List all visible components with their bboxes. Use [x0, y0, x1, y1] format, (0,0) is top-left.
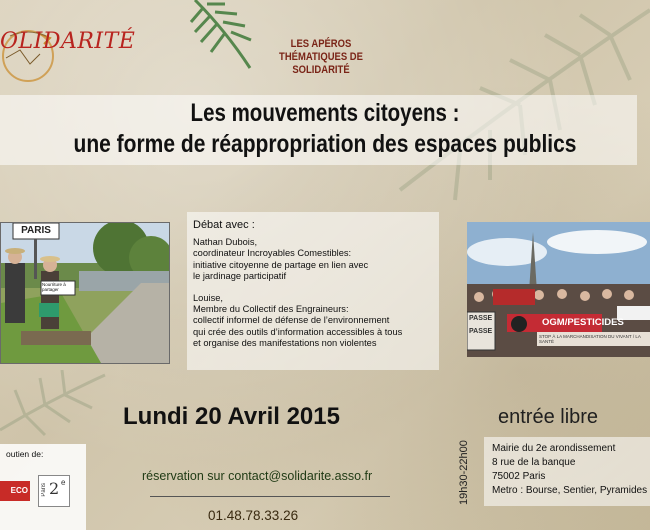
photo-planters-scene: [1, 223, 169, 363]
palm-leaf-decoration: [185, 0, 265, 70]
address-line3: 75002 Paris: [492, 471, 546, 482]
page-title-line2: une forme de réappropriation des espaces publics: [73, 130, 577, 158]
speaker2-desc-1: collectif informel de défense de l’environnement: [193, 315, 390, 326]
speaker1-desc-1: initiative citoyenne de partage en lien avec: [193, 259, 369, 270]
debate-text: [193, 220, 439, 349]
phone-number: 01.48.78.33.26: [208, 508, 299, 523]
speaker1-desc-2: le jardinage participatif: [193, 270, 287, 281]
series-title-line1: LES APÉROS: [290, 38, 352, 50]
paris-2e-logo-side: Paris: [41, 483, 47, 497]
event-hours: 19h30-22h00: [458, 440, 470, 505]
banner-passe-1: PASSE: [469, 315, 493, 322]
paris-2e-logo-number: 2: [49, 479, 60, 498]
entry-info: entrée libre: [498, 406, 599, 428]
palm-leaf-decoration: [0, 370, 110, 440]
banner-ogm: OGM/PESTICIDES: [542, 317, 624, 328]
speaker2-role: Membre du Collectif des Engraineurs:: [193, 304, 349, 315]
divider: [150, 496, 390, 497]
address-line4: Metro : Bourse, Sentier, Pyramides: [492, 485, 648, 496]
photo-planters: [0, 222, 170, 364]
series-title-line2: THÉMATIQUES DE: [279, 51, 363, 63]
reservation-info: réservation sur contact@solidarite.asso.fr: [142, 469, 373, 483]
photo-demonstration: [467, 222, 650, 357]
address: [492, 442, 647, 498]
support-label: outien de:: [6, 449, 44, 459]
eco-logo: ECO: [0, 481, 30, 501]
banner-passe-2: PASSE: [469, 328, 493, 335]
speaker1-name: Nathan Dubois,: [193, 237, 258, 248]
speaker2-name: Louise,: [193, 293, 223, 304]
logo-text: OLIDARITÉ: [0, 29, 136, 54]
paris-2e-logo: [38, 475, 70, 507]
address-line2: 8 rue de la banque: [492, 457, 576, 468]
series-title: [269, 38, 374, 77]
speaker1-role: coordinateur Incroyables Comestibles:: [193, 248, 352, 259]
banner-stop: STOP À LA MARCHANDISATION DU VIVANT / LA SANTÉ: [539, 334, 641, 344]
event-date: Lundi 20 Avril 2015: [123, 403, 340, 430]
speaker2-desc-2: qui crée des outils d’information accessibles à tous: [193, 326, 403, 337]
address-line1: Mairie du 2e arondissement: [492, 443, 616, 454]
page-title: [0, 98, 650, 160]
series-title-line3: SOLIDARITÉ: [292, 64, 350, 76]
placard-label: Nourriture à partager: [42, 282, 66, 292]
paris-2e-logo-sup: e: [61, 478, 66, 487]
paris-sign-label: PARIS: [21, 225, 51, 236]
debate-heading: Débat avec :: [193, 219, 255, 231]
speaker2-desc-3: et organise des manifestations non violentes: [193, 337, 377, 348]
page-title-line1: Les mouvements citoyens :: [190, 99, 460, 127]
